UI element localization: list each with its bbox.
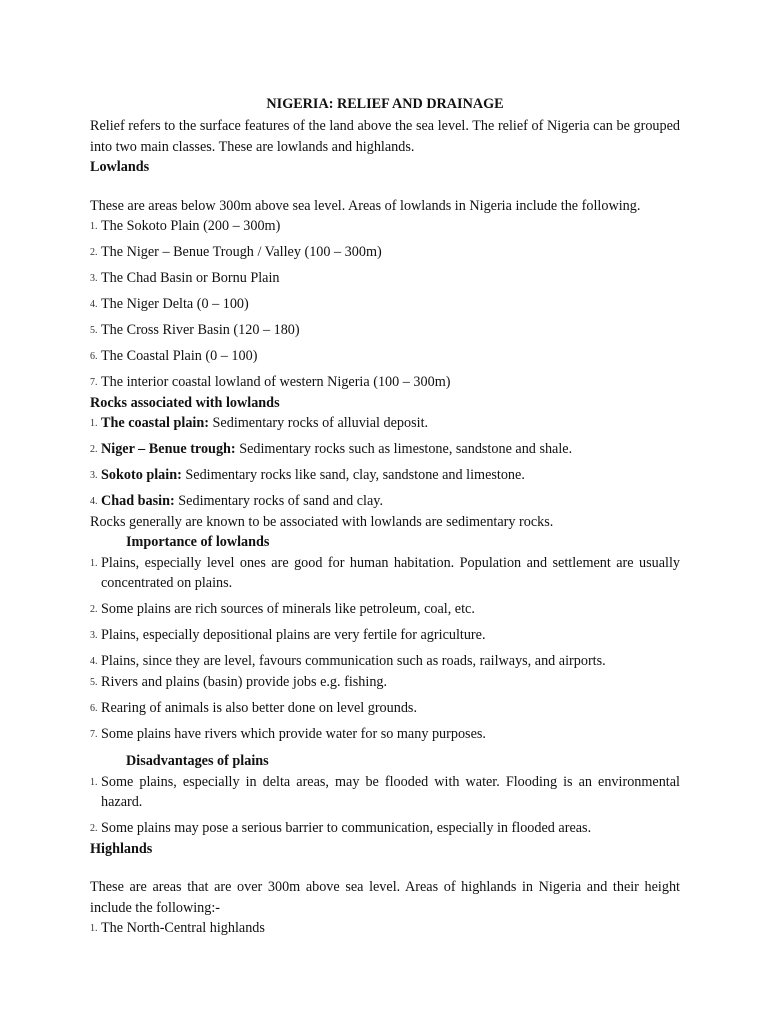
- list-number: 3.: [90, 273, 98, 284]
- list-item-text: Some plains, especially in delta areas, may be flooded with water. Flooding is an environmental hazard.: [101, 773, 680, 810]
- list-item-text: Some plains have rivers which provide water for so many purposes.: [101, 725, 486, 742]
- list-item: [90, 724, 680, 745]
- list-number: 4.: [90, 656, 98, 667]
- highlands-list: [90, 918, 680, 939]
- list-item-text: Plains, especially depositional plains are very fertile for agriculture.: [101, 627, 486, 643]
- list-item-text: Plains, since they are level, favours communication such as roads, railways, and airports.: [101, 653, 606, 669]
- list-number: 2.: [90, 823, 98, 834]
- list-number: 3.: [90, 630, 98, 641]
- list-number: 1.: [90, 418, 98, 429]
- list-item-text: Plains, especially level ones are good for human habitation. Population and settlement are usually concentrated on plains.: [101, 554, 680, 591]
- list-item: [90, 439, 680, 460]
- intro-paragraph: Relief refers to the surface features of the land above the sea level. The relief of Nigeria can be grouped into two main classes. These are lowlands and highlands.: [90, 118, 680, 155]
- rocks-heading: Rocks associated with lowlands: [90, 394, 280, 411]
- list-number: 6.: [90, 702, 98, 714]
- list-item-text: The Cross River Basin (120 – 180): [101, 322, 300, 338]
- lowlands-paragraph: These are areas below 300m above sea level. Areas of lowlands in Nigeria include the following.: [90, 197, 641, 214]
- list-item: [90, 553, 680, 594]
- list-item: [90, 294, 680, 315]
- list-number: 2.: [90, 247, 98, 258]
- rock-label: The coastal plain:: [101, 415, 209, 431]
- list-item: [90, 672, 680, 693]
- list-item: [90, 772, 680, 813]
- list-number: 3.: [90, 470, 98, 481]
- list-number: 1.: [90, 923, 98, 934]
- list-item: [90, 918, 680, 939]
- list-number: 6.: [90, 351, 98, 362]
- list-number: 1.: [90, 221, 98, 232]
- list-item-text: The Niger – Benue Trough / Valley (100 – 300m): [101, 244, 382, 260]
- highlands-heading: Highlands: [90, 840, 153, 857]
- highlands-paragraph: These are areas that are over 300m above sea level. Areas of highlands in Nigeria and their height include the following:-: [90, 879, 680, 916]
- list-item-text: Rearing of animals is also better done on level grounds.: [101, 699, 417, 716]
- importance-list: [90, 553, 680, 745]
- rock-label: Sokoto plain:: [101, 467, 182, 483]
- rocks-list: [90, 413, 680, 512]
- list-item: [90, 491, 680, 512]
- list-number: 4.: [90, 496, 98, 507]
- spacer: [90, 178, 680, 196]
- list-item-text: Sedimentary rocks of sand and clay.: [174, 493, 384, 509]
- list-number: 7.: [90, 377, 98, 388]
- list-item: [90, 625, 680, 646]
- list-item-text: Sedimentary rocks such as limestone, sandstone and shale.: [235, 441, 573, 457]
- list-item-text: The Niger Delta (0 – 100): [101, 296, 249, 312]
- list-item: [90, 818, 680, 839]
- list-item: [90, 216, 680, 237]
- list-item-text: Sedimentary rocks of alluvial deposit.: [209, 415, 429, 431]
- disadvantages-heading: Disadvantages of plains: [126, 753, 269, 769]
- list-item: [90, 242, 680, 263]
- list-item-text: The Coastal Plain (0 – 100): [101, 348, 258, 364]
- list-item-text: Some plains may pose a serious barrier to communication, especially in flooded areas.: [101, 820, 592, 836]
- list-item-text: The Sokoto Plain (200 – 300m): [101, 218, 281, 234]
- rock-label: Niger – Benue trough:: [101, 441, 236, 457]
- disadvantages-list: [90, 772, 680, 839]
- list-item: [90, 346, 680, 367]
- spacer: [90, 859, 680, 877]
- importance-heading: Importance of lowlands: [126, 534, 270, 550]
- list-item: [90, 599, 680, 620]
- list-item: [90, 320, 680, 341]
- list-item: [90, 268, 680, 289]
- list-item-text: Rivers and plains (basin) provide jobs e.g. fishing.: [101, 673, 388, 690]
- list-item: [90, 372, 680, 393]
- list-item: [90, 698, 680, 719]
- list-number: 7.: [90, 728, 98, 740]
- list-item: [90, 465, 680, 486]
- list-item-text: Sedimentary rocks like sand, clay, sandstone and limestone.: [181, 467, 525, 483]
- list-number: 5.: [90, 676, 98, 688]
- rock-label: Chad basin:: [101, 493, 175, 509]
- list-number: 2.: [90, 604, 98, 615]
- list-number: 1.: [90, 776, 98, 788]
- list-item-text: The interior coastal lowland of western Nigeria (100 – 300m): [101, 374, 451, 390]
- list-number: 5.: [90, 325, 98, 336]
- list-item-text: The North-Central highlands: [101, 920, 265, 936]
- lowlands-list: [90, 216, 680, 393]
- lowlands-heading: Lowlands: [90, 159, 150, 175]
- list-item: [90, 651, 680, 672]
- list-item-text: Some plains are rich sources of minerals like petroleum, coal, etc.: [101, 601, 475, 617]
- page-title: NIGERIA: RELIEF AND DRAINAGE: [266, 96, 504, 112]
- list-number: 2.: [90, 444, 98, 455]
- list-item: [90, 413, 680, 434]
- list-number: 4.: [90, 299, 98, 310]
- rocks-summary: Rocks generally are known to be associated with lowlands are sedimentary rocks.: [90, 513, 554, 530]
- list-item-text: The Chad Basin or Bornu Plain: [101, 270, 280, 286]
- list-number: 1.: [90, 557, 98, 569]
